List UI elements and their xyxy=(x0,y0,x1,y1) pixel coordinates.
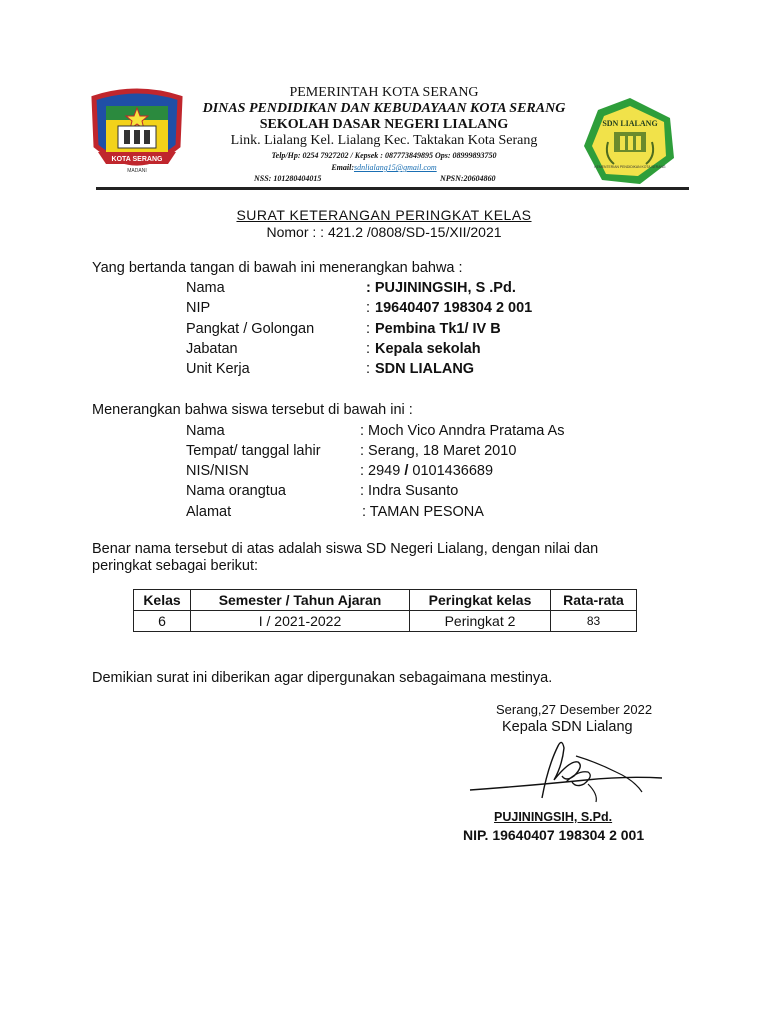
signer-rank-value: Pembina Tk1/ IV B xyxy=(375,321,501,337)
signer-rank-colon: : xyxy=(366,321,371,337)
closing-text: Demikian surat ini diberikan agar dipergunakan sebagaimana mestinya. xyxy=(92,670,553,686)
signer-unit-value: SDN LIALANG xyxy=(375,361,475,377)
student-nis-prefix: : 2949 xyxy=(360,463,405,479)
student-name-label: Nama xyxy=(186,423,225,439)
intro-student-text: Menerangkan bahwa siswa tersebut di bawah ini : xyxy=(92,402,413,418)
signer-position-label: Jabatan xyxy=(186,341,238,357)
letterhead-email-line xyxy=(0,163,768,172)
table-cell-rank: Peringkat 2 xyxy=(410,611,551,632)
table-header-average: Rata-rata xyxy=(551,590,637,611)
student-address-value: : TAMAN PESONA xyxy=(362,504,484,520)
signer-unit-label: Unit Kerja xyxy=(186,361,250,377)
email-link[interactable]: sdnlialang15@gmail.com xyxy=(353,163,437,172)
signer-position-value: Kepala sekolah xyxy=(375,341,481,357)
signer-name-label: Nama xyxy=(186,280,225,296)
grades-table xyxy=(133,589,637,632)
signer-position-colon: : xyxy=(366,341,371,357)
table-header-rank: Peringkat kelas xyxy=(410,590,551,611)
signer-nip-label: NIP xyxy=(186,300,211,316)
student-nisn-number: 0101436689 xyxy=(408,463,494,479)
signature-name: PUJININGSIH, S.Pd. xyxy=(494,810,613,824)
table-header-row xyxy=(134,590,637,611)
table-cell-average: 83 xyxy=(551,611,637,632)
student-nis-label: NIS/NISN xyxy=(186,463,249,479)
signer-rank-label: Pangkat / Golongan xyxy=(186,321,315,337)
letterhead-divider xyxy=(96,187,689,190)
intro-text: Yang bertanda tangan di bawah ini menerangkan bahwa : xyxy=(92,260,463,276)
letterhead-school: SEKOLAH DASAR NEGERI LIALANG xyxy=(259,117,509,132)
document-title: SURAT KETERANGAN PERINGKAT KELAS xyxy=(236,207,532,223)
right-logo-caption: KEMENTERIAN PENDIDIKAN KOTA SERANG xyxy=(594,165,666,169)
letterhead-phone: Telp/Hp: 0254 7927202 / Kepsek : 087773849895 Ops: 08999893750 xyxy=(271,151,497,160)
letterhead-npsn: NPSN:20604860 xyxy=(440,174,496,183)
student-address-label: Alamat xyxy=(186,504,232,520)
table-row xyxy=(134,611,637,632)
right-logo-label: SDN LIALANG xyxy=(602,119,658,128)
table-cell-kelas: 6 xyxy=(134,611,191,632)
table-header-kelas: Kelas xyxy=(134,590,191,611)
email-label: Email: xyxy=(331,163,354,172)
student-name-value: : Moch Vico Anndra Pratama As xyxy=(360,423,565,439)
signature-place-date: Serang,27 Desember 2022 xyxy=(496,702,653,717)
statement-line-2: peringkat sebagai berikut: xyxy=(92,558,259,574)
document-number: Nomor : : 421.2 /0808/SD-15/XII/2021 xyxy=(266,224,502,240)
student-birth-label: Tempat/ tanggal lahir xyxy=(186,443,321,459)
student-nis-slash: / xyxy=(404,463,409,479)
signature-position: Kepala SDN Lialang xyxy=(502,719,633,735)
student-birth-value: : Serang, 18 Maret 2010 xyxy=(360,443,517,459)
signer-nip-value: 19640407 198304 2 001 xyxy=(375,300,533,316)
signer-unit-colon: : xyxy=(366,361,371,377)
signature-scribble xyxy=(466,736,666,808)
student-parent-value: : Indra Susanto xyxy=(360,483,459,499)
letterhead-nss: NSS: 101280404015 xyxy=(254,174,322,183)
table-cell-semester: I / 2021-2022 xyxy=(191,611,410,632)
letterhead-government: PEMERINTAH KOTA SERANG xyxy=(289,85,479,100)
signer-name-value: : PUJININGSIH, S .Pd. xyxy=(366,280,516,296)
student-nis-value xyxy=(360,463,493,479)
table-header-semester: Semester / Tahun Ajaran xyxy=(191,590,410,611)
signature-nip: NIP. 19640407 198304 2 001 xyxy=(463,827,645,843)
letterhead-address: Link. Lialang Kel. Lialang Kec. Taktakan Kota Serang xyxy=(230,133,538,148)
letterhead-department: DINAS PENDIDIKAN DAN KEBUDAYAAN KOTA SERANG xyxy=(202,101,566,116)
statement-line-1: Benar nama tersebut di atas adalah siswa SD Negeri Lialang, dengan nilai dan xyxy=(92,541,599,557)
left-logo-motto: MADANI xyxy=(127,168,147,174)
student-parent-label: Nama orangtua xyxy=(186,483,286,499)
signer-nip-colon: : xyxy=(366,300,371,316)
left-logo-label: KOTA SERANG xyxy=(111,156,163,163)
